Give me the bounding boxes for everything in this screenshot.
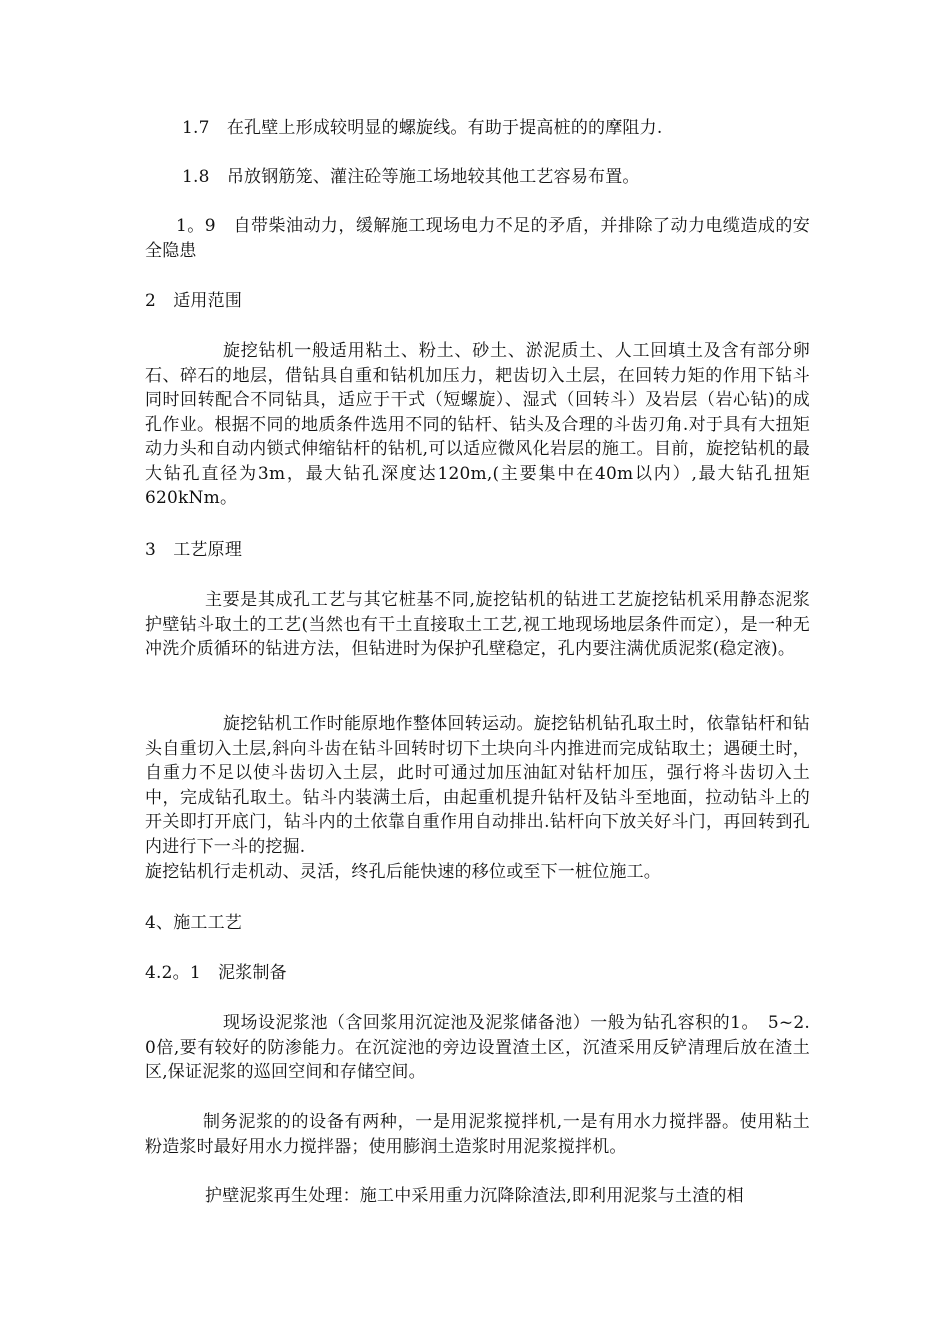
paragraph-1-9: 1。9 自带柴油动力，缓解施工现场电力不足的矛盾，并排除了动力电缆造成的安全隐患: [145, 216, 810, 261]
paragraph-principle-2: 旋挖钻机工作时能原地作整体回转运动。旋挖钻机钻孔取土时，依靠钻杆和钻头自重切入土层,斜向斗齿在钻斗回转时切下土块向斗内推进而完成钻取土；遇硬土时，自重力不足以使斗齿切入土层，此时可通过加压油缸对钻杆加压，强行将斗齿切入土中，完成钻孔取土。钻斗内装满土后，由起重机提升钻杆及钻斗至地面，拉动钻斗上的开关即打开底门，钻斗内的土依靠自重作用自动排出.钻杆向下放关好斗门，再回转到孔内进行下一斗的挖掘.: [145, 714, 810, 857]
paragraph-principle-1: 主要是其成孔工艺与其它桩基不同,旋挖钻机的钻进工艺旋挖钻机采用静态泥浆护壁钻斗取土的工艺(当然也有干土直接取土工艺,视工地现场地层条件而定），是一种无冲洗介质循环的钻进方法，但钻进时为保护孔壁稳定，孔内要注满优质泥浆(稳定液)。: [145, 590, 810, 659]
paragraph-mud-equipment: 制务泥浆的的设备有两种，一是用泥浆搅拌机,一是有用水力搅拌器。使用粘土粉造浆时最好用水力搅拌器；使用膨润土造浆时用泥浆搅拌机。: [145, 1112, 810, 1157]
subsection-heading-mud: 4.2。1 泥浆制备: [145, 963, 287, 983]
paragraph-scope-body: 旋挖钻机一般适用粘土、粉土、砂土、淤泥质土、人工回填土及含有部分卵石、碎石的地层，借钻具自重和钻机加压力，耙齿切入土层，在回转力矩的作用下钻斗同时回转配合不同钻具，适应于干式（短螺旋）、湿式（回转斗）及岩层（岩心钻)的成孔作业。根据不同的地质条件选用不同的钻杆、钻头及合理的斗齿刃角.对于具有大扭矩动力头和自动内锁式伸缩钻杆的钻机,可以适应微风化岩层的施工。目前，旋挖钻机的最大钻孔直径为3m，最大钻孔深度达120m,(主要集中在40m以内）,最大钻孔扭矩620kNm。: [145, 341, 810, 508]
section-heading-scope: 2 适用范围: [145, 291, 243, 311]
paragraph-1-7: 1.7 在孔壁上形成较明显的螺旋线。有助于提高桩的的摩阻力.: [182, 118, 663, 138]
section-heading-principle: 3 工艺原理: [145, 540, 243, 560]
paragraph-mud-recycle: 护壁泥浆再生处理：施工中采用重力沉降除渣法,即利用泥浆与土渣的相: [205, 1186, 744, 1206]
paragraph-1-8: 1.8 吊放钢筋笼、灌注砼等施工场地较其他工艺容易布置。: [182, 167, 640, 187]
paragraph-mud-pool: 现场设泥浆池（含回浆用沉淀池及泥浆储备池）一般为钻孔容积的1。 5~2. 0倍,要有较好的防渗能力。在沉淀池的旁边设置渣土区，沉渣采用反铲清理后放在渣土区,保证泥浆的巡回空间和存储空间。: [145, 1013, 828, 1082]
paragraph-principle-3: 旋挖钻机行走机动、灵活，终孔后能快速的移位或至下一桩位施工。: [145, 862, 661, 882]
section-heading-process: 4、施工工艺: [145, 913, 243, 933]
